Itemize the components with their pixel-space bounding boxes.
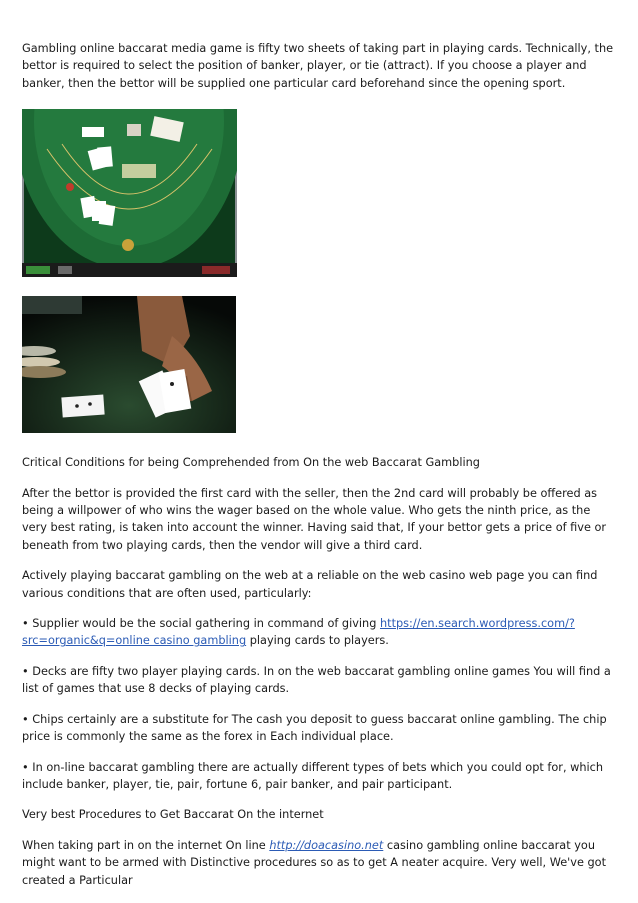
- bullet-chips: • Chips certainly are a substitute for The cash you deposit to guess baccarat online gambling. The chip price is commonly the same as the forex in Each individual place.: [22, 712, 607, 744]
- bullet-supplier-text: • Supplier would be the social gathering in command of giving: [22, 617, 380, 631]
- section-heading-1: Critical Conditions for being Comprehended from On the web Baccarat Gambling: [22, 456, 480, 470]
- baccarat-table-illustration: [22, 109, 237, 277]
- paragraph-4-tail: casino gambling online baccarat you might want to be armed with Distinctive procedures so as to get A neater acquire. Very well, We've got created a Particular: [22, 838, 607, 887]
- paragraph-4-text: When taking part in on the internet On line: [22, 838, 270, 852]
- wordpress-search-link[interactable]: https://en.search.wordpress.com/?src=organic&q=online casino gambling: [22, 617, 575, 648]
- doacasino-link[interactable]: http://doacasino.net: [269, 838, 384, 852]
- bullet-supplier-tail: playing cards to players.: [246, 634, 389, 648]
- document-page: [22, 40, 618, 902]
- section-heading-2: Very best Procedures to Get Baccarat On the internet: [22, 808, 324, 822]
- intro-paragraph: Gambling online baccarat media game is fifty two sheets of taking part in playing cards. Technically, the bettor is required to select the position of banker, player, or tie (attract). If you choose a player and banker, then the bettor will be supplied one particular card beforehand since the opening sport.: [22, 42, 614, 90]
- bullet-decks: • Decks are fifty two player playing cards. In on the web baccarat gambling online games You will find a list of games that use 8 decks of playing cards.: [22, 664, 611, 696]
- paragraph-4: [22, 837, 618, 889]
- bullet-bets: • In on-line baccarat gambling there are actually different types of bets which you could opt for, which include banker, player, tie, pair, fortune 6, pair banker, and pair participant.: [22, 760, 604, 791]
- paragraph-2: After the bettor is provided the first card with the seller, then the 2nd card will probably be offered as being a willpower of who wins the wager based on the whole value. Who gets the ninth price, as the very best rating, is taken into account the winner. Having said that, If your bettor gets a price of five or beneath from two playing cards, then the vendor will give a third card.: [22, 486, 607, 552]
- baccarat-table-screenshot: [22, 109, 237, 277]
- bullet-supplier: [22, 615, 618, 650]
- dealer-hands-illustration: [22, 296, 236, 433]
- dealer-hands-photo: [22, 296, 236, 433]
- paragraph-3: Actively playing baccarat gambling on the web at a reliable on the web casino web page you can find various conditions that are often used, particularly:: [22, 569, 598, 600]
